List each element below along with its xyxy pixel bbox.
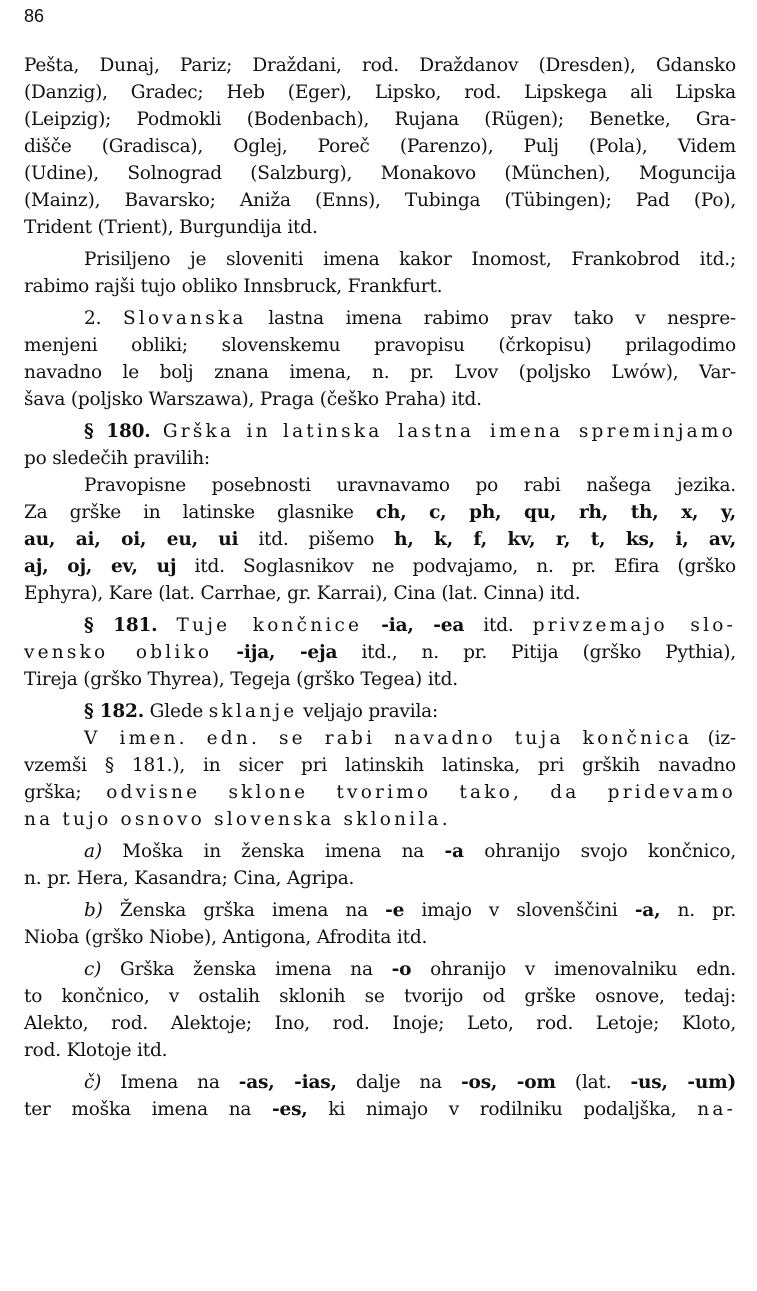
text-line: (Leipzig); Podmokli (Bodenbach), Rujana (Rügen); Benetke, Gra- bbox=[24, 109, 736, 130]
text-line: aj, oj, ev, uj itd. Soglasnikov ne podvajamo, n. pr. Efira (grško bbox=[24, 556, 736, 577]
text-line: (Mainz), Bavarsko; Aniža (Enns), Tubinga (Tübingen); Pad (Po), bbox=[24, 190, 736, 211]
text-line: rod. Klotoje itd. bbox=[24, 1040, 168, 1061]
item-c-caron bbox=[24, 1069, 736, 1123]
text-line: to končnico, v ostalih sklonih se tvorijo od grške osnove, tedaj: bbox=[24, 986, 736, 1007]
section-180 bbox=[24, 418, 736, 607]
item-b bbox=[24, 897, 736, 951]
text-line: navadno le bolj znana imena, n. pr. Lvov (poljsko Lwów), Var- bbox=[24, 362, 736, 383]
text-line: Ephyra), Kare (lat. Carrhae, gr. Karrai), Cina (lat. Cinna) itd. bbox=[24, 583, 581, 604]
text-line: c) Grška ženska imena na -o ohranijo v imenovalniku edn. bbox=[84, 959, 736, 980]
text-line: V imen. edn. se rabi navadno tuja končnica (iz- bbox=[84, 728, 736, 749]
text-line: po sledečih pravilih: bbox=[24, 448, 210, 469]
text-line: na tujo osnovo slovenska sklonila. bbox=[24, 809, 451, 830]
text-line: Pravopisne posebnosti uravnavamo po rabi našega jezika. bbox=[84, 475, 736, 496]
section-2-slavic-names bbox=[24, 305, 736, 413]
item-a bbox=[24, 838, 736, 892]
text-line: § 181. Tuje končnice -ia, -ea itd. privzemajo slo- bbox=[84, 615, 736, 636]
text-line: (Udine), Solnograd (Salzburg), Monakovo (München), Moguncija bbox=[24, 163, 736, 184]
text-line: au, ai, oi, eu, ui itd. pišemo h, k, f, kv, r, t, ks, i, av, bbox=[24, 529, 736, 550]
section-181 bbox=[24, 612, 736, 693]
text-line: Prisiljeno je sloveniti imena kakor Inomost, Frankobrod itd.; bbox=[84, 249, 736, 270]
text-line: grška; odvisne sklone tvorimo tako, da pridevamo bbox=[24, 782, 737, 803]
text-line: Nioba (grško Niobe), Antigona, Afrodita itd. bbox=[24, 927, 428, 948]
text-line: n. pr. Hera, Kasandra; Cina, Agripa. bbox=[24, 868, 355, 889]
page-number: 86 bbox=[24, 6, 45, 26]
text-line: Pešta, Dunaj, Pariz; Draždani, rod. Draždanov (Dresden), Gdansko bbox=[24, 55, 736, 76]
text-line: vzemši § 181.), in sicer pri latinskih latinska, pri grških navadno bbox=[24, 755, 736, 776]
text-line: § 180. Grška in latinska lastna imena spreminjamo bbox=[84, 421, 736, 442]
text-line: § 182. Glede sklanje veljajo pravila: bbox=[84, 701, 439, 722]
text-line: Za grške in latinske glasnike ch, c, ph, qu, rh, th, x, y, bbox=[24, 502, 737, 523]
text-line: Alekto, rod. Alektoje; Ino, rod. Inoje; Leto, rod. Letoje; Kloto, bbox=[24, 1013, 736, 1034]
text-line: (Danzig), Gradec; Heb (Eger), Lipsko, rod. Lipskega ali Lipska bbox=[24, 82, 736, 103]
text-line: 2. Slovanska lastna imena rabimo prav tako v nespre- bbox=[84, 308, 736, 329]
paragraph-place-names bbox=[24, 52, 736, 241]
text-line: Tireja (grško Thyrea), Tegeja (grško Tegea) itd. bbox=[24, 669, 458, 690]
text-line: rabimo rajši tujo obliko Innsbruck, Frankfurt. bbox=[24, 276, 443, 297]
text-line: ter moška imena na -es, ki nimajo v rodilniku podaljška, na- bbox=[24, 1099, 737, 1120]
page-body bbox=[24, 52, 736, 1128]
text-line: a) Moška in ženska imena na -a ohranijo svojo končnico, bbox=[84, 841, 737, 862]
text-line: menjeni obliki; slovenskemu pravopisu (črkopisu) prilagodimo bbox=[24, 335, 736, 356]
text-line: Trident (Trient), Burgundija itd. bbox=[24, 217, 318, 238]
text-line: šava (poljsko Warszawa), Praga (češko Praha) itd. bbox=[24, 389, 482, 410]
item-c bbox=[24, 956, 736, 1064]
text-line: č) Imena na -as, -ias, dalje na -os, -om (lat. -us, -um) bbox=[84, 1072, 737, 1093]
section-182 bbox=[24, 698, 736, 833]
paragraph-forced-names bbox=[24, 246, 736, 300]
text-line: vensko obliko -ija, -eja itd., n. pr. Pitija (grško Pythia), bbox=[24, 642, 736, 663]
text-line: dišče (Gradisca), Oglej, Poreč (Parenzo), Pulj (Pola), Videm bbox=[24, 136, 736, 157]
text-line: b) Ženska grška imena na -e imajo v slovenščini -a, n. pr. bbox=[84, 900, 737, 921]
